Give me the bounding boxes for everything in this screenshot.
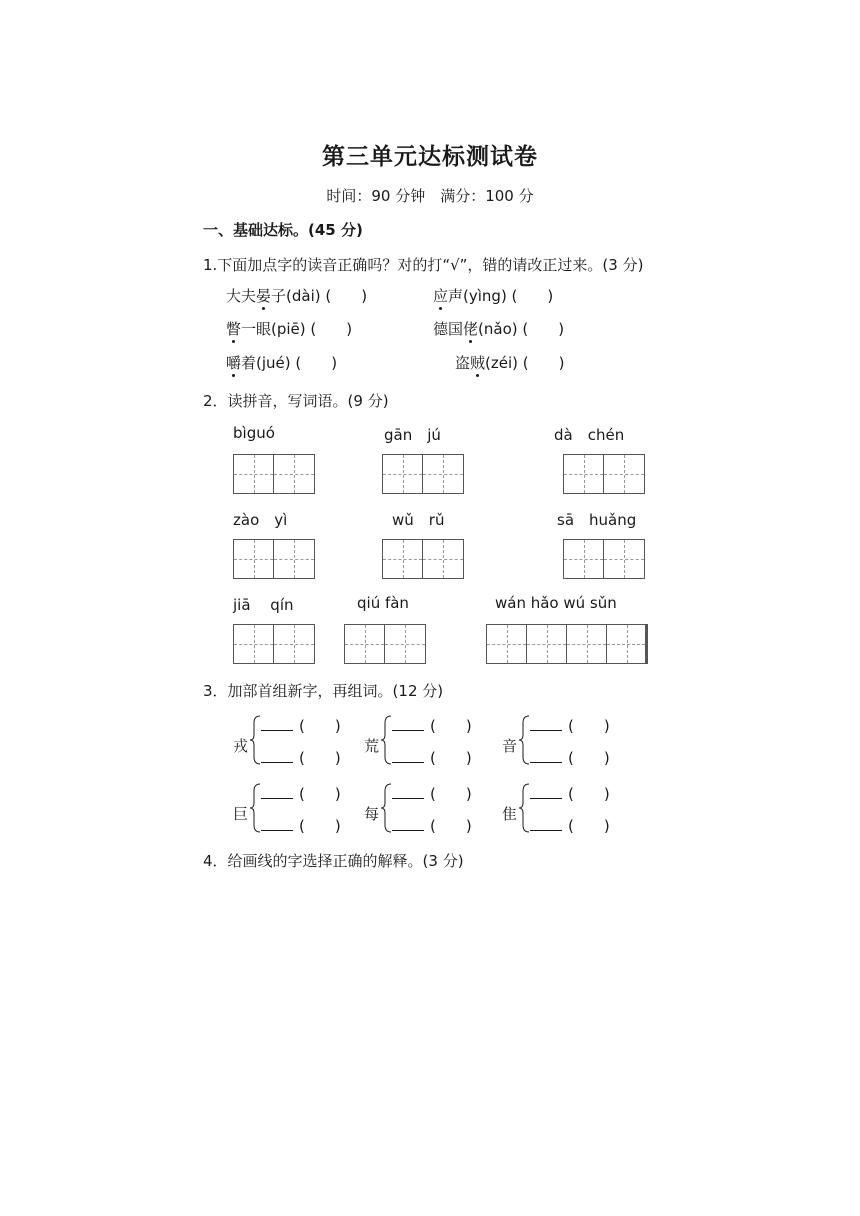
pinyin-label: jiā qín (233, 596, 294, 614)
q1-dotted-char: 佬 (463, 320, 479, 338)
answer-blank[interactable] (261, 816, 293, 831)
answer-blank[interactable] (392, 748, 424, 763)
writing-grid[interactable] (382, 454, 464, 494)
base-character: 戎 (233, 737, 249, 755)
pinyin-label: gān jú (384, 426, 441, 444)
q1-item (455, 352, 564, 373)
pinyin-label: wǔ rǔ (392, 511, 445, 529)
radical-group (502, 783, 622, 843)
radical-group (233, 783, 353, 843)
q1-item-text: 子(dài) ( ) (271, 287, 368, 305)
answer-paren[interactable]: ( ) (299, 717, 341, 735)
q1-item-text: 盗 (455, 354, 471, 372)
q1-item-text: 德国 (433, 320, 464, 338)
q1-item (226, 285, 367, 306)
pinyin-label: bìguó (233, 424, 275, 442)
answer-paren[interactable]: ( ) (299, 749, 341, 767)
answer-blank[interactable] (261, 716, 293, 731)
answer-paren[interactable]: ( ) (430, 785, 472, 803)
answer-blank[interactable] (261, 748, 293, 763)
q1-item-text: (zéi) ( ) (485, 354, 565, 372)
answer-blank[interactable] (530, 784, 562, 799)
q1-dotted-char: 贼 (470, 354, 486, 372)
answer-blank[interactable] (530, 748, 562, 763)
answer-blank[interactable] (261, 784, 293, 799)
answer-paren[interactable]: ( ) (430, 749, 472, 767)
answer-paren[interactable]: ( ) (430, 717, 472, 735)
q1-dotted-char: 瞥 (226, 320, 242, 338)
brace-icon (380, 783, 392, 833)
writing-grid[interactable] (486, 624, 648, 664)
base-character: 荒 (364, 737, 380, 755)
q1-item-text: 大夫 (226, 287, 257, 305)
writing-grid[interactable] (344, 624, 426, 664)
writing-grid[interactable] (563, 454, 645, 494)
q1-item-text: 着(jué) ( ) (241, 354, 338, 372)
answer-paren[interactable]: ( ) (430, 817, 472, 835)
pinyin-label: wán hǎo wú sǔn (495, 594, 617, 612)
q1-item-text: (nǎo) ( ) (478, 320, 565, 338)
brace-icon (380, 715, 392, 765)
answer-paren[interactable]: ( ) (568, 817, 610, 835)
pinyin-label: zào yì (233, 511, 288, 529)
answer-paren[interactable]: ( ) (299, 817, 341, 835)
pinyin-label: qiú fàn (357, 594, 409, 612)
exam-meta: 时间：90 分钟 满分：100 分 (326, 187, 534, 205)
base-character: 每 (364, 805, 380, 823)
base-character: 巨 (233, 805, 249, 823)
answer-blank[interactable] (392, 716, 424, 731)
writing-grid[interactable] (233, 454, 315, 494)
brace-icon (518, 783, 530, 833)
q1-dotted-char: 晏 (256, 287, 272, 305)
question-4-prompt: 4．给画线的字选择正确的解释。(3 分) (203, 852, 464, 870)
answer-paren[interactable]: ( ) (299, 785, 341, 803)
pinyin-label: sā huǎng (557, 511, 637, 529)
question-1-prompt: 1.下面加点字的读音正确吗？对的打“√”，错的请改正过来。(3 分) (203, 256, 644, 274)
q1-dotted-char: 嚼 (226, 354, 242, 372)
q1-item (226, 318, 352, 339)
section-heading: 一、基础达标。(45 分) (203, 221, 363, 239)
q1-item-text: 声(yìng) ( ) (448, 287, 554, 305)
base-character: 隹 (502, 805, 518, 823)
answer-paren[interactable]: ( ) (568, 785, 610, 803)
writing-grid[interactable] (233, 624, 315, 664)
brace-icon (518, 715, 530, 765)
answer-blank[interactable] (530, 816, 562, 831)
writing-grid[interactable] (233, 539, 315, 579)
answer-blank[interactable] (392, 784, 424, 799)
brace-icon (249, 715, 261, 765)
radical-group (364, 783, 484, 843)
answer-paren[interactable]: ( ) (568, 749, 610, 767)
q1-item-text: 一眼(piē) ( ) (241, 320, 353, 338)
q1-item (226, 352, 337, 373)
radical-group (233, 715, 353, 775)
radical-group (364, 715, 484, 775)
brace-icon (249, 783, 261, 833)
answer-paren[interactable]: ( ) (568, 717, 610, 735)
answer-blank[interactable] (392, 816, 424, 831)
writing-grid[interactable] (563, 539, 645, 579)
q1-dotted-char: 应 (433, 287, 449, 305)
writing-grid[interactable] (382, 539, 464, 579)
base-character: 音 (502, 737, 518, 755)
q1-item (433, 285, 553, 306)
page-title: 第三单元达标测试卷 (322, 144, 538, 170)
q1-item (433, 318, 564, 339)
radical-group (502, 715, 622, 775)
pinyin-label: dà chén (554, 426, 625, 444)
question-3-prompt: 3．加部首组新字，再组词。(12 分) (203, 682, 444, 700)
question-2-prompt: 2．读拼音，写词语。(9 分) (203, 392, 389, 410)
answer-blank[interactable] (530, 716, 562, 731)
